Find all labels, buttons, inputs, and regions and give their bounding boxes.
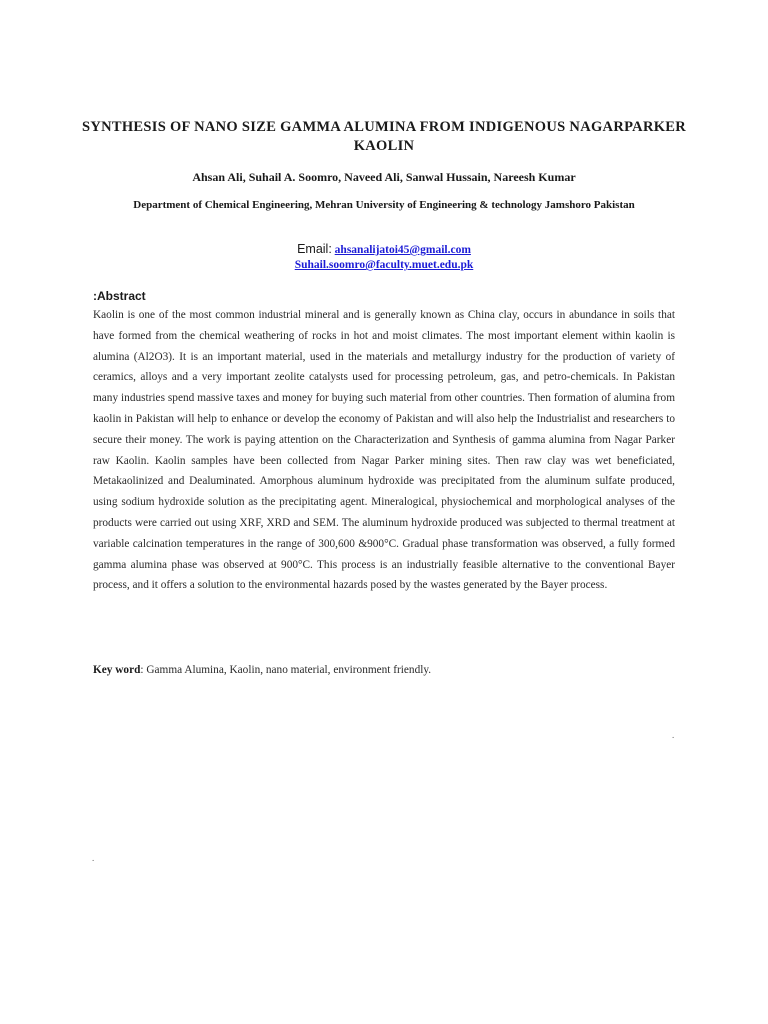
contact-emails <box>160 242 608 273</box>
primary-email-link[interactable]: ahsanalijatoi45@gmail.com <box>334 244 471 256</box>
affiliation: Department of Chemical Engineering, Mehran University of Engineering & technology Jamshoro Pakistan <box>133 199 635 211</box>
secondary-email-link[interactable]: Suhail.soomro@faculty.muet.edu.pk <box>294 259 474 271</box>
abstract-heading: :Abstract <box>93 289 146 303</box>
paper-title: SYNTHESIS OF NANO SIZE GAMMA ALUMINA FROM INDIGENOUS NAGARPARKER KAOLIN <box>81 119 687 154</box>
keywords-text: : Gamma Alumina, Kaolin, nano material, environment friendly. <box>140 664 432 676</box>
email-label: Email: <box>297 242 332 256</box>
stray-mark: . <box>92 853 95 863</box>
author-list: Ahsan Ali, Suhail A. Soomro, Naveed Ali, Sanwal Hussain, Nareesh Kumar <box>192 170 576 184</box>
abstract-body: Kaolin is one of the most common industrial mineral and is generally known as China clay, occurs in abundance in soils that have formed from the chemical weathering of rocks in hot and moist climates. The most important element within kaolin is alumina (Al2O3). It is an important material, used in the materials and metallurgy industry for the production of variety of ceramics, alloys and a very important zeolite catalysts used for processing petroleum, gas, and petro-chemicals. In Pakistan many industries spend massive taxes and money for buying such material from other countries. Then formation of alumina from kaolin in Pakistan will help to enhance or develop the economy of Pakistan and will also help the Industrialist and researchers to secure their money. The work is paying attention on the Characterization and Synthesis of gamma alumina from Nagar Parker raw Kaolin. Kaolin samples have been collected from Nagar Parker mining sites. Then raw clay was wet beneficiated, Metakaolinized and Dealuminated. Amorphous aluminum hydroxide was precipitated from the aluminum sulfate produced, using sodium hydroxide solution as the precipitating agent. Mineralogical, physiochemical and morphological analyses of the products were carried out using XRF, XRD and SEM. The aluminum hydroxide produced was subjected to thermal treatment at variable calcination temperatures in the range of 300,600 &900°C. Gradual phase transformation was observed, a fully formed gamma alumina phase was observed at 900°C. This process is an industrially feasible alternative to the conventional Bayer process, and it offers a solution to the environmental hazards posed by the wastes generated by the Bayer process. <box>93 309 675 592</box>
keywords-label: Key word <box>93 664 141 676</box>
stray-mark: . <box>672 730 675 740</box>
keywords-line <box>93 662 675 678</box>
